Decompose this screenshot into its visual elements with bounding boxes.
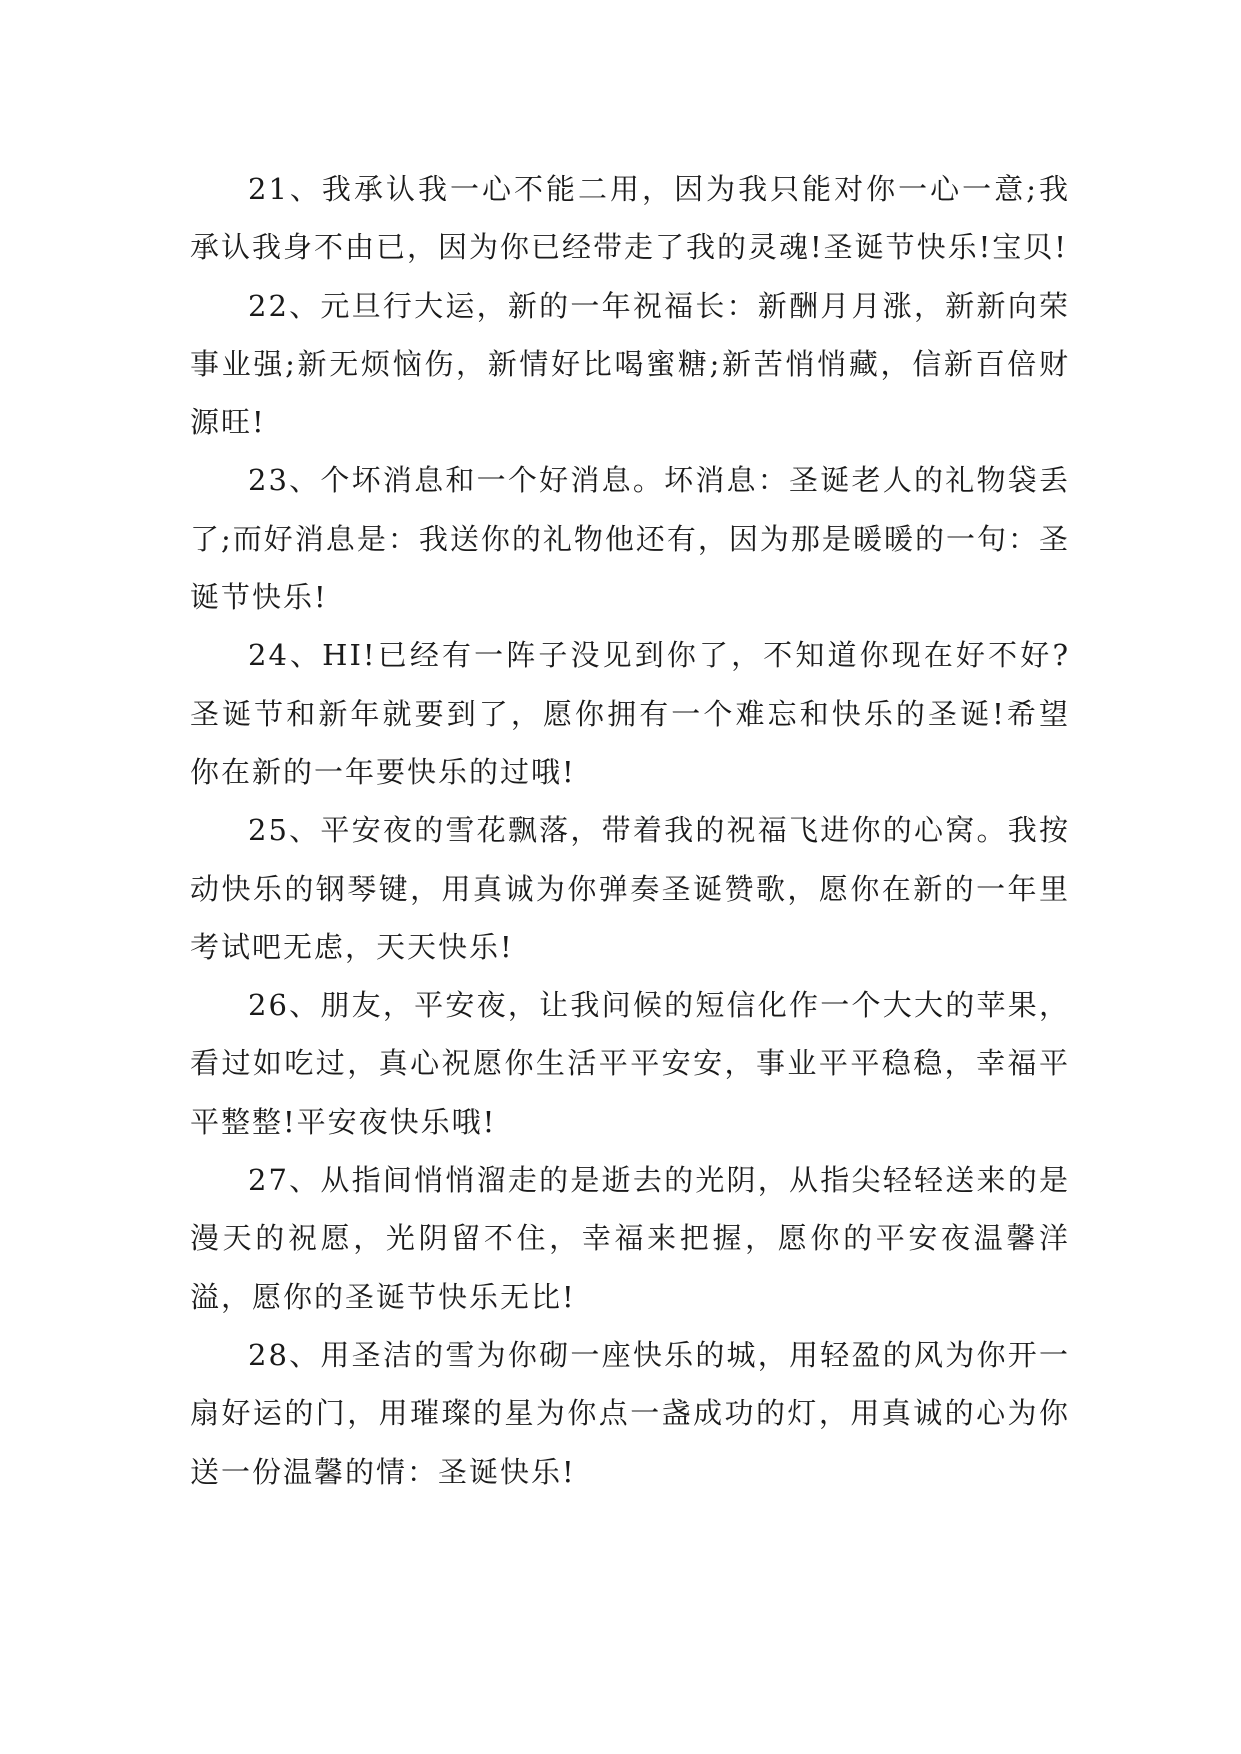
- paragraph-21: 21、我承认我一心不能二用，因为我只能对你一心一意;我承认我身不由已，因为你已经带走了我的灵魂!圣诞节快乐!宝贝!: [190, 172, 1070, 265]
- paragraph-27: 27、从指间悄悄溜走的是逝去的光阴，从指尖轻轻送来的是漫天的祝愿，光阴留不住，幸福来把握，愿你的平安夜温馨洋溢，愿你的圣诞节快乐无比!: [190, 1163, 1070, 1314]
- paragraph-22: 22、元旦行大运，新的一年祝福长：新酬月月涨，新新向荣事业强;新无烦恼伤，新情好比喝蜜糖;新苦悄悄藏，信新百倍财源旺!: [190, 288, 1070, 440]
- paragraph-26: 26、朋友，平安夜，让我问候的短信化作一个大大的苹果，看过如吃过，真心祝愿你生活平平安安，事业平平稳稳，幸福平平整整!平安夜快乐哦!: [190, 988, 1070, 1139]
- paragraph-23: 23、个坏消息和一个好消息。坏消息：圣诞老人的礼物袋丢了;而好消息是：我送你的礼物他还有，因为那是暖暖的一句：圣诞节快乐!: [190, 463, 1070, 615]
- paragraph-24: 24、HI!已经有一阵子没见到你了，不知道你现在好不好?圣诞节和新年就要到了，愿你拥有一个难忘和快乐的圣诞!希望你在新的一年要快乐的过哦!: [190, 638, 1070, 789]
- paragraph-28: 28、用圣洁的雪为你砌一座快乐的城，用轻盈的风为你开一扇好运的门，用璀璨的星为你点一盏成功的灯，用真诚的心为你送一份温馨的情：圣诞快乐!: [190, 1337, 1070, 1489]
- document-body: [190, 160, 1070, 1501]
- paragraph-25: 25、平安夜的雪花飘落，带着我的祝福飞进你的心窝。我按动快乐的钢琴键，用真诚为你弹奏圣诞赞歌，愿你在新的一年里考试吧无虑，天天快乐!: [190, 813, 1070, 964]
